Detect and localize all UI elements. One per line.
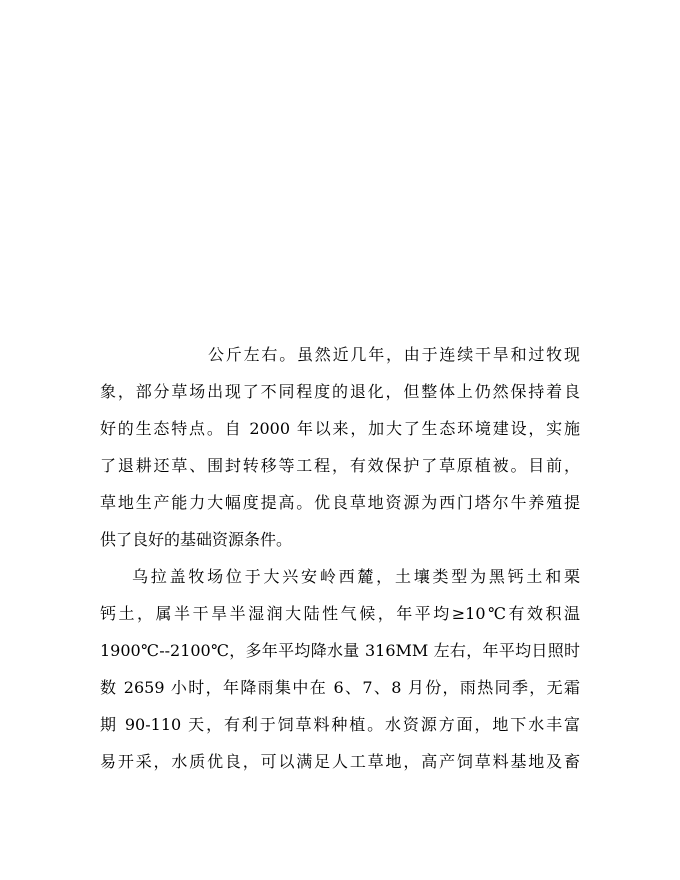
text-line: 了退耕还草、围封转移等工程，有效保护了草原植被。目前， bbox=[100, 456, 580, 475]
text-line: 期 90-110 天，有利于饲草料种植。水资源方面，地下水丰富 bbox=[100, 715, 580, 734]
text-line: 易开采，水质优良，可以满足人工草地，高产饲草料基地及畜 bbox=[100, 752, 580, 771]
text-line: 象，部分草场出现了不同程度的退化，但整体上仍然保持着良 bbox=[100, 382, 580, 401]
text-line: 供了良好的基础资源条件。 bbox=[100, 530, 293, 549]
text-line: 好的生态特点。自 2000 年以来，加大了生态环境建设，实施 bbox=[100, 419, 580, 438]
text-line: 乌拉盖牧场位于大兴安岭西麓，土壤类型为黑钙土和栗 bbox=[132, 567, 580, 586]
text-line: 公斤左右。虽然近几年，由于连续干旱和过牧现 bbox=[208, 345, 580, 364]
text-line: 1900℃--2100℃，多年平均降水量 316MM 左右，年平均日照时 bbox=[100, 641, 580, 660]
text-line: 草地生产能力大幅度提高。优良草地资源为西门塔尔牛养殖提 bbox=[100, 493, 580, 512]
text-line: 钙土，属半干旱半湿润大陆性气候，年平均≥10℃有效积温 bbox=[100, 604, 580, 623]
text-line: 数 2659 小时，年降雨集中在 6、7、8 月份，雨热同季，无霜 bbox=[100, 678, 580, 697]
